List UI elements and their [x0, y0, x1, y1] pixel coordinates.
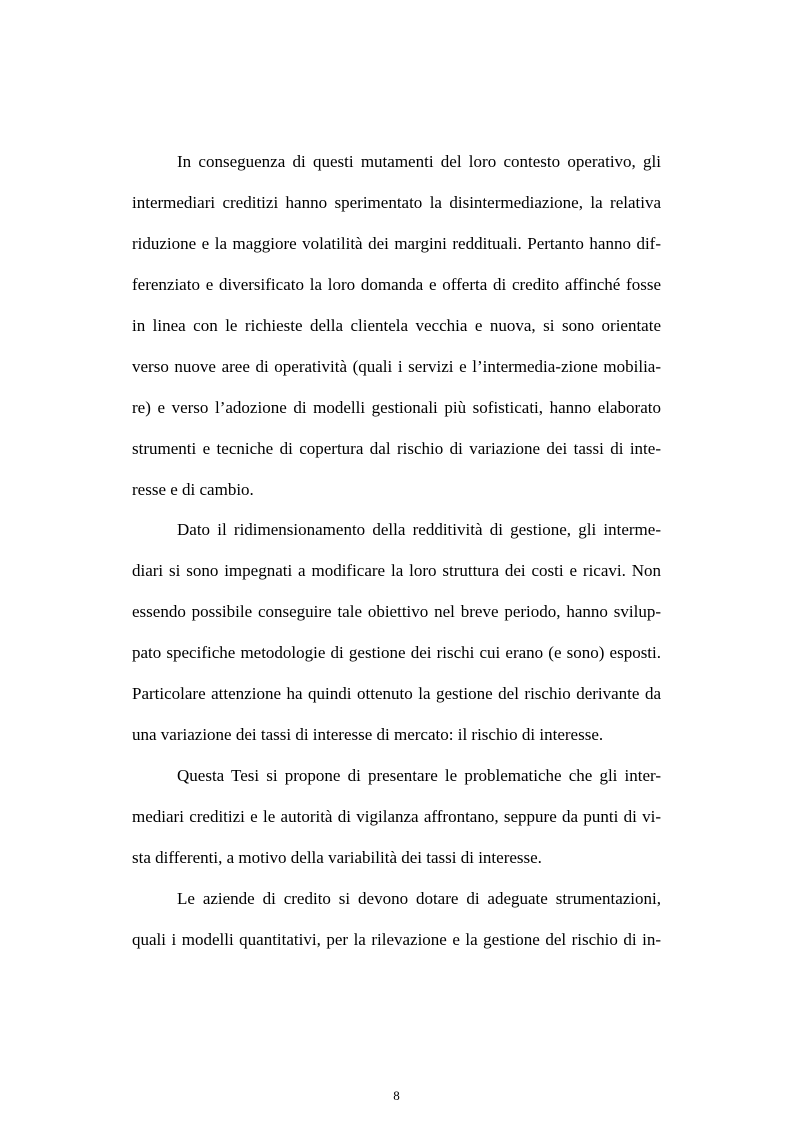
page-number: 8 [393, 1088, 400, 1103]
paragraph-1-line-9: resse e di cambio. [132, 480, 254, 499]
paragraph-1-line-6: verso nuove aree di operatività (quali i servizi e l’intermedia-zione mobilia- [132, 357, 661, 376]
paragraph-2-line-5: Particolare attenzione ha quindi ottenuto la gestione del rischio derivante da [132, 684, 661, 703]
paragraph-2-line-1: Dato il ridimensionamento della redditività di gestione, gli interme- [177, 520, 661, 539]
paragraph-1-line-4: ferenziato e diversificato la loro domanda e offerta di credito affinché fosse [132, 275, 661, 294]
paragraph-2-line-4: pato specifiche metodologie di gestione dei rischi cui erano (e sono) esposti. [132, 643, 661, 662]
paragraph-1-line-8: strumenti e tecniche di copertura dal rischio di variazione dei tassi di inte- [132, 439, 661, 458]
paragraph-1-line-3: riduzione e la maggiore volatilità dei margini reddituali. Pertanto hanno dif- [132, 234, 661, 253]
paragraph-2-line-6: una variazione dei tassi di interesse di mercato: il rischio di interesse. [132, 725, 604, 744]
paragraph-1-line-7: re) e verso l’adozione di modelli gestionali più sofisticati, hanno elaborato [132, 398, 661, 417]
paragraph-4-line-1: Le aziende di credito si devono dotare di adeguate strumentazioni, [177, 889, 661, 908]
paragraph-3-line-1: Questa Tesi si propone di presentare le problematiche che gli inter- [177, 766, 661, 785]
paragraph-1-line-1: In conseguenza di questi mutamenti del loro contesto operativo, gli [177, 152, 661, 171]
paragraph-3-line-2: mediari creditizi e le autorità di vigilanza affrontano, seppure da punti di vi- [132, 807, 661, 826]
paragraph-3-line-3: sta differenti, a motivo della variabilità dei tassi di interesse. [132, 848, 542, 867]
paragraph-1-line-2: intermediari creditizi hanno sperimentato la disintermediazione, la relativa [132, 193, 661, 212]
paragraph-1-line-5: in linea con le richieste della clientela vecchia e nuova, si sono orientate [132, 316, 661, 335]
paragraph-4-line-2: quali i modelli quantitativi, per la rilevazione e la gestione del rischio di in- [132, 930, 661, 949]
paragraph-2-line-2: diari si sono impegnati a modificare la loro struttura dei costi e ricavi. Non [132, 561, 661, 580]
paragraph-2-line-3: essendo possibile conseguire tale obiettivo nel breve periodo, hanno svilup- [132, 602, 661, 621]
